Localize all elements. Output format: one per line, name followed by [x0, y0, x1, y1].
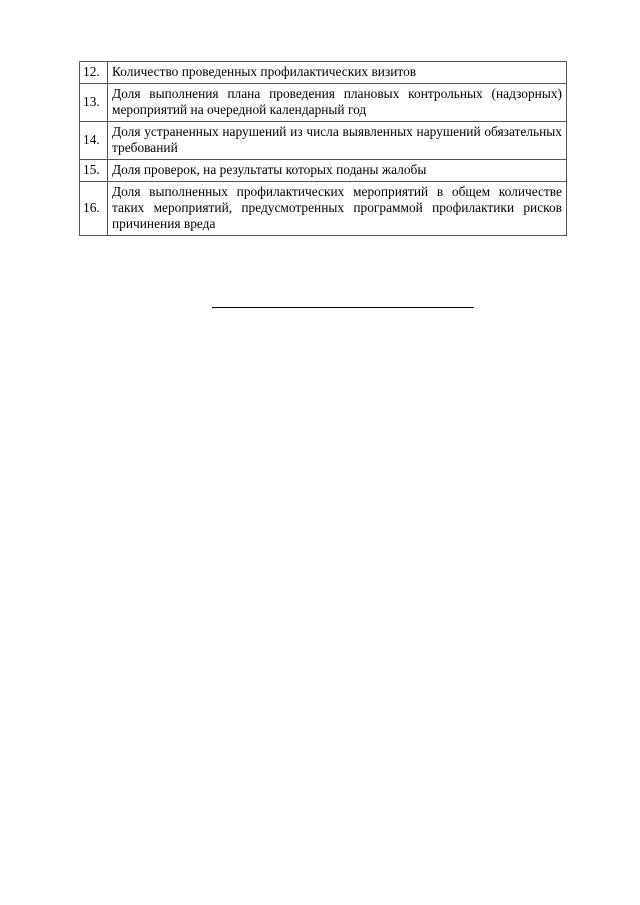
row-number: 12. — [80, 62, 108, 84]
row-text: Доля выполнения плана проведения плановых контрольных (надзорных) мероприятий на очередной календарный год — [108, 84, 567, 122]
table-row — [80, 84, 567, 122]
row-number: 14. — [80, 122, 108, 160]
closing-divider-line — [212, 307, 474, 308]
row-number: 16. — [80, 182, 108, 236]
table-row — [80, 160, 567, 182]
row-text: Доля выполненных профилактических мероприятий в общем количестве таких мероприятий, предусмотренных программой профилактики рисков причинения вреда — [108, 182, 567, 236]
row-text: Количество проведенных профилактических визитов — [108, 62, 567, 84]
row-number: 13. — [80, 84, 108, 122]
indicator-table — [79, 61, 567, 236]
row-text: Доля устраненных нарушений из числа выявленных нарушений обязательных требований — [108, 122, 567, 160]
table-row — [80, 62, 567, 84]
table-row — [80, 182, 567, 236]
table-row — [80, 122, 567, 160]
row-text: Доля проверок, на результаты которых поданы жалобы — [108, 160, 567, 182]
row-number: 15. — [80, 160, 108, 182]
